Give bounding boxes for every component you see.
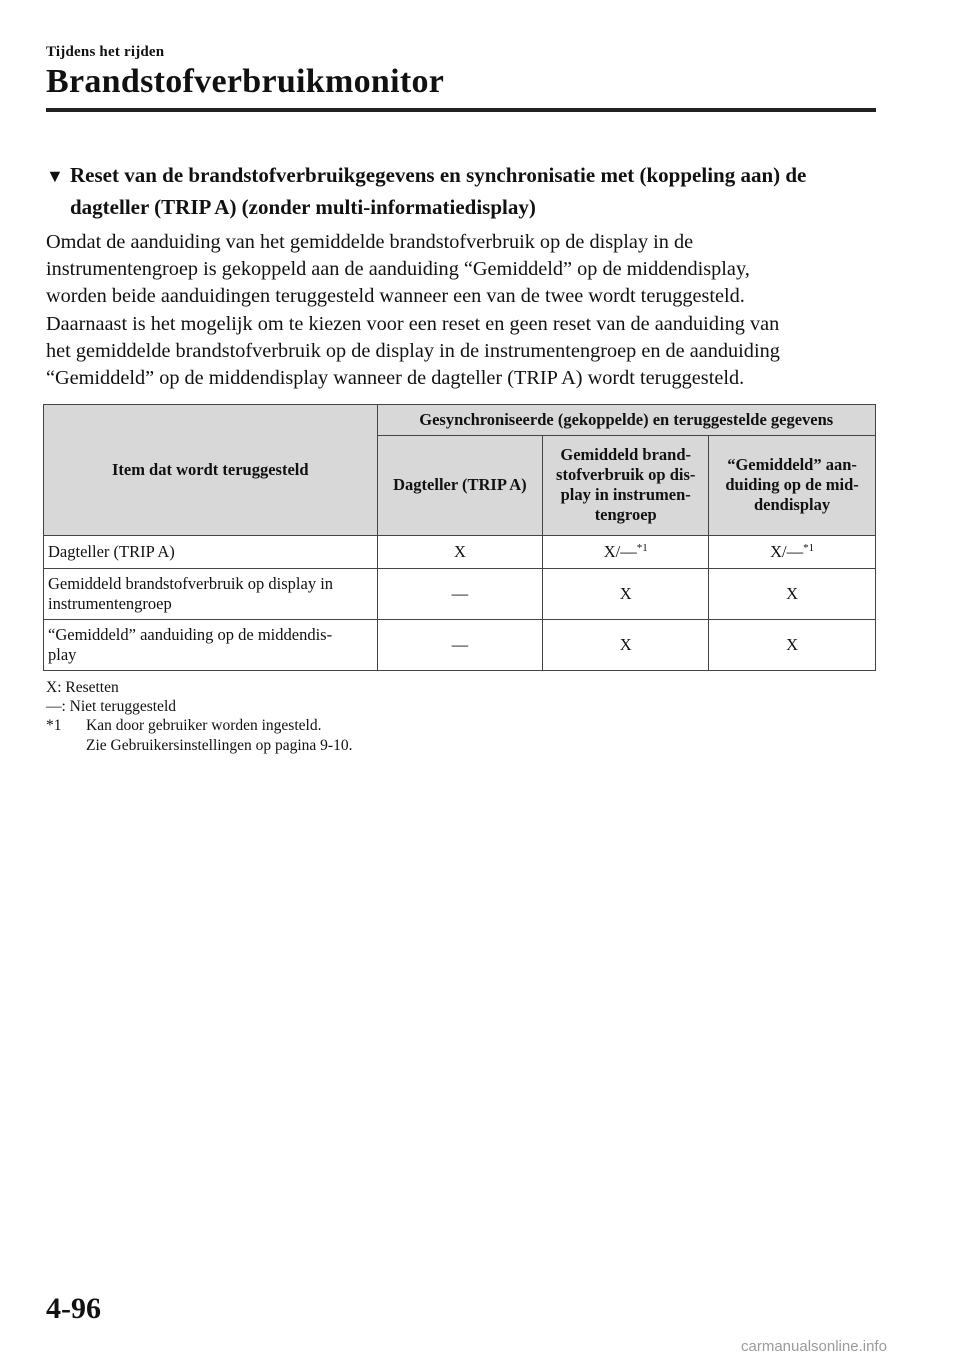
cell-value: — <box>451 584 469 603</box>
cell-avg-cluster <box>543 569 709 620</box>
page-number: 4-96 <box>46 1292 101 1325</box>
footnote-line-1: Kan door gebruiker worden ingesteld. <box>86 717 322 735</box>
col-header-line: “Gemiddeld” aan- <box>727 455 857 475</box>
cell-avg-center <box>709 569 876 620</box>
group-header-cell: Gesynchroniseerde (gekoppelde) en teruggestelde gegevens <box>377 405 875 436</box>
footnote <box>46 716 646 735</box>
paragraph-line: worden beide aanduidingen teruggesteld wanneer een van de twee wordt teruggesteld. <box>46 285 745 308</box>
col-header-line: duiding op de mid- <box>725 475 859 495</box>
row-label-line: instrumentengroep <box>48 594 172 613</box>
table-row <box>44 569 876 620</box>
row-label-line: “Gemiddeld” aanduiding op de middendis- <box>48 625 333 644</box>
footnote-ref: *1 <box>803 542 815 554</box>
col-header-avg-cluster <box>543 435 709 535</box>
cell-value: — <box>451 635 469 654</box>
section-heading-line-2: dagteller (TRIP A) (zonder multi-informatiedisplay) <box>70 195 536 219</box>
cell-value: X <box>619 584 632 603</box>
row-label-line: Dagteller (TRIP A) <box>48 542 175 561</box>
footnote-line-2: Zie Gebruikersinstellingen op pagina 9-10. <box>86 736 353 754</box>
table-notes <box>46 678 646 755</box>
col-header-line: play in instrumen- <box>560 485 691 505</box>
paragraph-line: Daarnaast is het mogelijk om te kiezen voor een reset en geen reset van de aanduiding van <box>46 312 780 335</box>
section-heading-line-1: Reset van de brandstofverbruikgegevens en synchronisatie met (koppeling aan) de <box>70 163 807 187</box>
triangle-marker-icon: ▼ <box>46 166 64 186</box>
paragraph-line: instrumentengroep is gekoppeld aan de aanduiding “Gemiddeld” op de middendisplay, <box>46 258 750 281</box>
row-label-line: play <box>48 645 77 664</box>
section-paragraph <box>46 229 878 392</box>
cell-value: X <box>786 584 799 603</box>
cell-value: X/— <box>603 542 637 561</box>
row-label <box>44 620 378 671</box>
legend-x: X: Resetten <box>46 679 119 696</box>
col-header-line: stofverbruik op dis- <box>556 465 696 485</box>
cell-avg-center <box>709 536 876 569</box>
row-label-line: Gemiddeld brandstofverbruik op display in <box>48 574 334 593</box>
reset-sync-table <box>43 404 876 671</box>
col-header-avg-center <box>709 435 876 535</box>
col-header-line: tengroep <box>594 505 657 525</box>
cell-avg-center <box>709 620 876 671</box>
page-title: Brandstofverbruikmonitor <box>46 63 445 100</box>
section-heading <box>46 160 886 223</box>
table-row <box>44 536 876 569</box>
cell-trip-a <box>377 536 543 569</box>
table-row <box>44 620 876 671</box>
cell-avg-cluster <box>543 536 709 569</box>
cell-trip-a <box>377 569 543 620</box>
watermark: carmanualsonline.info <box>741 1338 887 1355</box>
cell-value: X/— <box>770 542 804 561</box>
col-header-line: Gemiddeld brand- <box>560 445 692 465</box>
footnote-ref: *1 <box>636 542 648 554</box>
col-header-line: dendisplay <box>754 495 831 515</box>
footnote-mark: *1 <box>46 717 62 735</box>
col-header-trip-a: Dagteller (TRIP A) <box>377 435 543 535</box>
cell-value: X <box>786 635 799 654</box>
table-header-row <box>44 405 876 436</box>
paragraph-line: “Gemiddeld” op de middendisplay wanneer de dagteller (TRIP A) wordt teruggesteld. <box>46 367 745 390</box>
chapter-label: Tijdens het rijden <box>46 44 165 60</box>
legend-dash: —: Niet teruggesteld <box>46 698 176 716</box>
cell-avg-cluster <box>543 620 709 671</box>
row-label <box>44 536 378 569</box>
paragraph-line: Omdat de aanduiding van het gemiddelde brandstofverbruik op de display in de <box>46 231 694 253</box>
title-divider <box>46 108 876 112</box>
row-header-cell: Item dat wordt teruggesteld <box>44 405 378 536</box>
paragraph-line: het gemiddelde brandstofverbruik op de display in de instrumentengroep en de aanduiding <box>46 339 780 362</box>
cell-trip-a <box>377 620 543 671</box>
cell-value: X <box>619 635 632 654</box>
row-label <box>44 569 378 620</box>
cell-value: X <box>453 542 466 561</box>
